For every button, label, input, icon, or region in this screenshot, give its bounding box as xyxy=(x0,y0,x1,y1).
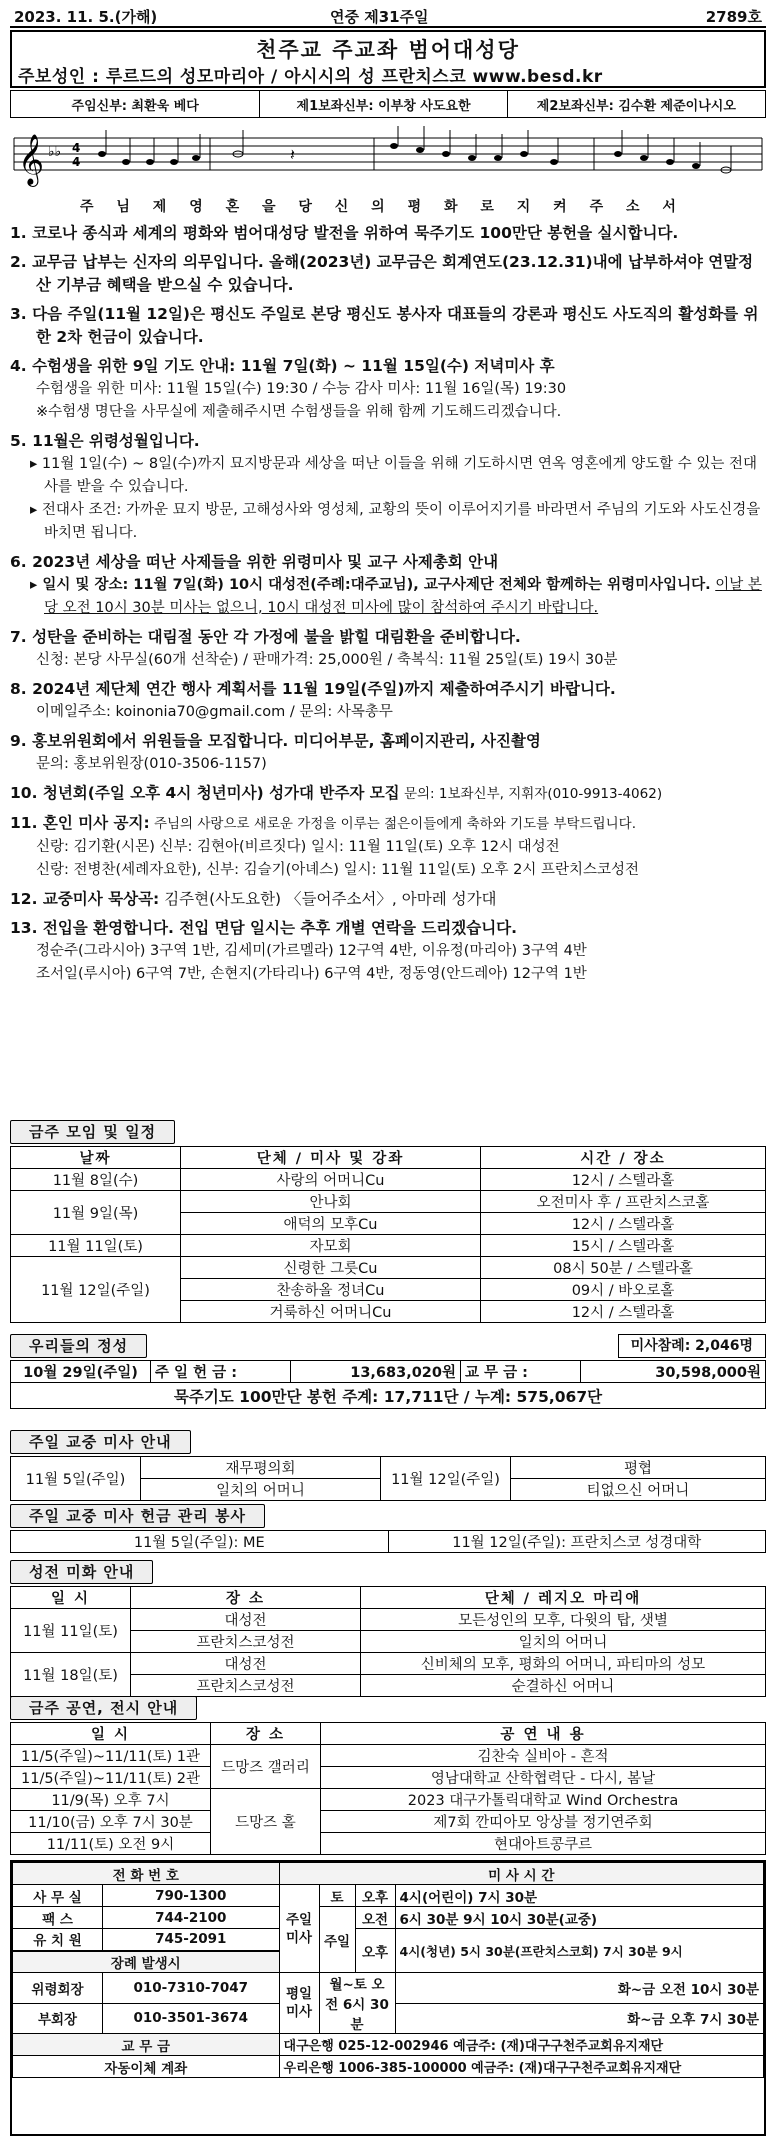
table-cell: 대성전 xyxy=(131,1609,361,1631)
table-cell: 시간 / 장소 xyxy=(481,1147,766,1169)
table-cell: 오후 xyxy=(355,1929,395,1973)
table xyxy=(10,1530,766,1553)
table-cell: 010-3501-3674 xyxy=(103,2003,280,2034)
table-cell: 주일 xyxy=(319,1907,355,1973)
table-row xyxy=(11,1789,766,1811)
table-row xyxy=(11,1147,766,1169)
table-cell: 일 시 xyxy=(11,1723,211,1745)
table-row xyxy=(13,1973,764,2004)
liturgical-sunday: 연중 제31주일 xyxy=(330,8,429,26)
table-cell: 자모회 xyxy=(181,1235,481,1257)
table-cell: 화~금 오전 10시 30분 xyxy=(395,1973,763,2004)
table-cell: 장 소 xyxy=(131,1587,361,1609)
hymn-lyrics: 주 님 제 영 혼 을 당 신 의 평 화 로 지 켜 주 소 서 xyxy=(80,199,685,215)
performance-section xyxy=(10,1696,766,1855)
weekly-table xyxy=(10,1146,766,1323)
table-cell: 6시 30분 9시 10시 30분(교중) xyxy=(395,1907,763,1929)
table-row xyxy=(11,1811,766,1833)
priests-row xyxy=(10,90,766,118)
weekly-schedule xyxy=(10,1120,766,1323)
table-row xyxy=(13,2056,764,2078)
table-row xyxy=(11,1191,766,1213)
table-cell: 일치의 어머니 xyxy=(141,1479,381,1501)
footer-box xyxy=(10,1860,766,2136)
table-cell: 744-2100 xyxy=(103,1907,280,1929)
table-row xyxy=(11,1723,766,1745)
table-row xyxy=(11,1361,766,1383)
table-cell: 4시(어린이) 7시 30분 xyxy=(395,1885,763,1907)
tithe-amount: 30,598,000원 xyxy=(581,1361,766,1383)
table-cell: 장 소 xyxy=(211,1723,321,1745)
mass-guide-section xyxy=(10,1430,766,1501)
table-cell: 주 일 헌 금 : xyxy=(151,1361,291,1383)
table-cell: 15시 / 스텔라홀 xyxy=(481,1235,766,1257)
notice-2: 2. 교무금 납부는 신자의 의무입니다. 올해(2023년) 교무금은 회계연도(23.12.31)내에 납부하셔야 연말정산 기부금 혜택을 받으실 수 있습니다. xyxy=(10,253,754,294)
cash-title: 주일 교중 미사 헌금 관리 봉사 xyxy=(10,1504,265,1528)
table-cell: 단체 / 레지오 마리애 xyxy=(361,1587,766,1609)
pastor: 주임신부: 최환욱 베다 xyxy=(11,91,260,117)
table-row xyxy=(13,1929,764,1951)
offering-title: 우리들의 정성 xyxy=(10,1334,147,1358)
second-assistant: 제2보좌신부: 김수환 제준이나시오 xyxy=(536,98,736,114)
table-row xyxy=(13,2034,764,2056)
table-cell: 공 연 내 용 xyxy=(321,1723,766,1745)
decor-title: 성전 미화 안내 xyxy=(10,1560,153,1584)
issue-number: 2789호 xyxy=(705,8,762,26)
table-cell: 4시(청년) 5시 30분(프란치스코회) 7시 30분 9시 xyxy=(395,1929,763,1973)
table-cell: 11월 5일(주일): ME xyxy=(11,1531,389,1553)
music-staff xyxy=(10,126,766,196)
table-cell: 순결하신 어머니 xyxy=(361,1675,766,1697)
table-cell: 드망즈 홀 xyxy=(211,1789,321,1855)
phone-title: 전 화 번 호 xyxy=(13,1863,280,1885)
table-row xyxy=(11,1457,766,1479)
bank-account-2: 우리은행 1006-385-100000 예금주: (재)대구구천주교회유지재단 xyxy=(279,2056,763,2078)
svg-text:𝄞: 𝄞 xyxy=(18,134,45,185)
table xyxy=(12,1862,764,2078)
table-row xyxy=(11,1609,766,1631)
notice-3: 3. 다음 주일(11월 12일)은 평신도 주일로 본당 평신도 봉사자 대표들의 강론과 평신도 사도직의 활성화를 위한 2차 헌금이 있습니다. xyxy=(10,305,759,346)
notes xyxy=(98,126,731,173)
table-cell: 11월 9일(목) xyxy=(11,1191,181,1235)
table-cell: 11/9(목) 오후 7시 xyxy=(11,1789,211,1811)
mass-guide-title: 주일 교중 미사 안내 xyxy=(10,1430,191,1454)
svg-text:♭♭: ♭♭ xyxy=(48,144,62,160)
first-assistant: 제1보좌신부: 이부창 사도요한 xyxy=(260,91,507,117)
table-cell: 오전미사 후 / 프란치스코홀 xyxy=(481,1191,766,1213)
table-cell: 팩 스 xyxy=(13,1907,103,1929)
mass-attendance: 미사참례: 2,046명 xyxy=(618,1334,766,1358)
funeral-title: 장례 발생시 xyxy=(13,1951,280,1973)
table-row xyxy=(11,1169,766,1191)
table-cell: 신령한 그릇Cu xyxy=(181,1257,481,1279)
table-cell: 안나회 xyxy=(181,1191,481,1213)
table-row xyxy=(11,1587,766,1609)
table-cell: 11/5(주일)~11/11(토) 1관 xyxy=(11,1745,211,1767)
table-cell: 일 시 xyxy=(11,1587,131,1609)
table-cell: 신비체의 모후, 평화의 어머니, 파티마의 성모 xyxy=(361,1653,766,1675)
table-row xyxy=(11,1833,766,1855)
patron-saints: 주보성인 : 루르드의 성모마리아 / 아시시의 성 프란치스코 www.besd.kr xyxy=(18,67,603,87)
table-cell: 790-1300 xyxy=(103,1885,280,1907)
notice-1: 1. 코로나 종식과 세계의 평화와 범어대성당 발전을 위하여 묵주기도 100만단 봉헌을 실시합니다. xyxy=(10,224,679,242)
table xyxy=(10,1360,766,1409)
table-cell: 2023 대구가톨릭대학교 Wind Orchestra xyxy=(321,1789,766,1811)
table-cell: 11/10(금) 오후 7시 30분 xyxy=(11,1811,211,1833)
table-cell: 단체 / 미사 및 강좌 xyxy=(181,1147,481,1169)
table-cell: 08시 50분 / 스텔라홀 xyxy=(481,1257,766,1279)
table-cell: 11월 11일(토) xyxy=(11,1609,131,1653)
notices-list xyxy=(10,222,766,992)
notice-12: 12. 교중미사 묵상곡: 김주현(사도요한) 〈들어주소서〉, 아마레 성가대 xyxy=(10,890,497,908)
table-row xyxy=(11,1383,766,1409)
table-cell: 거룩하신 어머니Cu xyxy=(181,1301,481,1323)
weekly-title: 금주 모임 및 일정 xyxy=(10,1120,175,1144)
table-cell: 11/11(토) 오전 9시 xyxy=(11,1833,211,1855)
bulletin-date: 2023. 11. 5.(가해) xyxy=(14,8,158,26)
offering-section xyxy=(10,1334,766,1409)
table-row xyxy=(13,1863,764,1885)
table xyxy=(10,1722,766,1855)
table-cell: 11월 12일(주일) xyxy=(381,1457,511,1501)
church-box xyxy=(10,30,766,88)
table-cell: 티없으신 어머니 xyxy=(511,1479,766,1501)
bank-account-1: 대구은행 025-12-002946 예금주: (재)대구구천주교회유지재단 xyxy=(279,2034,763,2056)
tithe-account-title: 교 무 금 xyxy=(13,2034,280,2056)
table-cell: 재무평의회 xyxy=(141,1457,381,1479)
header-bar xyxy=(10,4,766,28)
table-cell: 평일 미사 xyxy=(279,1973,319,2034)
table-cell: 화~금 오후 7시 30분 xyxy=(395,2003,763,2034)
sunday-amount: 13,683,020원 xyxy=(291,1361,461,1383)
notice-4: 4. 수험생을 위한 9일 기도 안내: 11월 7일(화) ~ 11월 15일(수) 저녁미사 후 수험생을 위한 미사: 11월 15일(수) 19:30 / 수능 감사 미사: 11월 16일(목) 19:30 ※수험생 명단을 사무실에 제출해주시면 수험생들을 위해 함께 기도해드리겠습니다. xyxy=(10,357,567,420)
table-cell: 애덕의 모후Cu xyxy=(181,1213,481,1235)
table-cell: 12시 / 스텔라홀 xyxy=(481,1169,766,1191)
table-cell: 11/5(주일)~11/11(토) 2관 xyxy=(11,1767,211,1789)
table-cell: 745-2091 xyxy=(103,1929,280,1951)
table-cell: 11월 8일(수) xyxy=(11,1169,181,1191)
svg-text:𝄽: 𝄽 xyxy=(290,145,295,164)
table-cell: 프란치스코성전 xyxy=(131,1675,361,1697)
notice-6: 6. 2023년 세상을 떠난 사제들을 위한 위령미사 및 교구 사제총회 안내 ▸ 일시 및 장소: 11월 7일(화) 10시 대성전(주례:대주교님), 교구사제단 전체와 함께하는 위령미사입니다. 이날 본당 오전 10시 30분 미사는 없으니, 10시 대성전 미사에 많이 참석하여 주시기 바랍니다. xyxy=(10,553,762,616)
table-cell: 11월 12일(주일): 프란치스코 성경대학 xyxy=(388,1531,766,1553)
table-cell: 평협 xyxy=(511,1457,766,1479)
performance-title: 금주 공연, 전시 안내 xyxy=(10,1696,197,1720)
notice-7: 7. 성탄을 준비하는 대림절 동안 각 가정에 불을 밝힐 대림환을 준비합니다. 신청: 본당 사무실(60개 선착순) / 판매가격: 25,000원 / 축복식: 11월 25일(토) 19시 30분 xyxy=(10,628,618,668)
mass-time-title: 미 사 시 간 xyxy=(279,1863,763,1885)
offering-date: 10월 29일(주일) xyxy=(11,1361,151,1383)
table-cell: 010-7310-7047 xyxy=(103,1973,280,2004)
table-cell: 오후 xyxy=(355,1885,395,1907)
table-cell: 사랑의 어머니Cu xyxy=(181,1169,481,1191)
table-cell: 현대아트콩쿠르 xyxy=(321,1833,766,1855)
table-cell: 일치의 어머니 xyxy=(361,1631,766,1653)
table-cell: 11월 5일(주일) xyxy=(11,1457,141,1501)
table xyxy=(10,1456,766,1501)
church-name: 천주교 주교좌 범어대성당 xyxy=(256,38,520,62)
table-row xyxy=(11,1745,766,1767)
table-row xyxy=(11,1531,766,1553)
table-cell: 11월 12일(주일) xyxy=(11,1257,181,1323)
table-cell: 대성전 xyxy=(131,1653,361,1675)
table-cell: 유 치 원 xyxy=(13,1929,103,1951)
table-cell: 모든성인의 모후, 다윗의 탑, 샛별 xyxy=(361,1609,766,1631)
table-cell: 자동이체 계좌 xyxy=(13,2056,280,2078)
notice-10: 10. 청년회(주일 오후 4시 청년미사) 성가대 반주자 모집 문의: 1보좌신부, 지휘자(010-9913-4062) xyxy=(10,784,663,802)
table-cell: 부회장 xyxy=(13,2003,103,2034)
table-cell: 제7회 깐띠아모 앙상블 정기연주회 xyxy=(321,1811,766,1833)
svg-text:4: 4 xyxy=(72,155,81,169)
table-cell: 날짜 xyxy=(11,1147,181,1169)
table-cell: 11월 18일(토) xyxy=(11,1653,131,1697)
table-row xyxy=(13,1907,764,1929)
table-row xyxy=(11,1257,766,1279)
table xyxy=(10,1586,766,1697)
notice-5: 5. 11월은 위령성월입니다. ▸ 11월 1일(수) ~ 8일(수)까지 묘지방문과 세상을 떠난 이들을 위해 기도하시면 연옥 영혼에게 양도할 수 있는 전대사를 받을 수 있습니다. ▸ 전대사 조건: 가까운 묘지 방문, 고해성사와 영성체, 교황의 뜻이 이루어지기를 바라면서 주님의 기도와 사도신경을 바치면 됩니다. xyxy=(10,432,761,541)
svg-text:4: 4 xyxy=(72,141,81,155)
table-cell: 토 xyxy=(319,1885,355,1907)
table-cell: 오전 xyxy=(355,1907,395,1929)
table-cell: 주일 미사 xyxy=(279,1885,319,1973)
table-cell: 교 무 금 : xyxy=(461,1361,581,1383)
table-cell: 11월 11일(토) xyxy=(11,1235,181,1257)
table-row xyxy=(11,1653,766,1675)
table-cell: 드망즈 갤러리 xyxy=(211,1745,321,1789)
table-cell: 사 무 실 xyxy=(13,1885,103,1907)
rosary-total: 묵주기도 100만단 봉헌 주계: 17,711단 / 누계: 575,067단 xyxy=(11,1383,766,1409)
cash-section xyxy=(10,1504,766,1553)
table-cell: 김찬숙 실비아 - 흔적 xyxy=(321,1745,766,1767)
decor-section xyxy=(10,1560,766,1697)
table-cell: 09시 / 바오로홀 xyxy=(481,1279,766,1301)
table-cell: 프란치스코성전 xyxy=(131,1631,361,1653)
table-row xyxy=(13,1885,764,1907)
table-cell: 월~토 오전 6시 30분 xyxy=(319,1973,395,2034)
table-cell: 찬송하올 정녀Cu xyxy=(181,1279,481,1301)
notice-9: 9. 홍보위원회에서 위원들을 모집합니다. 미디어부문, 홈페이지관리, 사진촬영 문의: 홍보위원장(010-3506-1157) xyxy=(10,732,541,772)
table-cell: 12시 / 스텔라홀 xyxy=(481,1213,766,1235)
table-cell: 12시 / 스텔라홀 xyxy=(481,1301,766,1323)
table-row xyxy=(11,1767,766,1789)
notice-8: 8. 2024년 제단체 연간 행사 계획서를 11월 19일(주일)까지 제출하여주시기 바랍니다. 이메일주소: koinonia70@gmail.com / 문의: 사목총무 xyxy=(10,680,616,720)
table-cell: 위령회장 xyxy=(13,1973,103,2004)
notice-11: 11. 혼인 미사 공지: 주님의 사랑으로 새로운 가정을 이루는 젊은이들에게 축하와 기도를 부탁드립니다. 신랑: 김기환(시몬) 신부: 김현아(비르짓다) 일시: 11월 11일(토) 오후 12시 대성전 신랑: 전병찬(세례자요한), 신부: 김슬기(아녜스) 일시: 11월 11일(토) 오후 2시 프란치스코성전 xyxy=(10,814,640,878)
notice-13: 13. 전입을 환영합니다. 전입 면담 일시는 추후 개별 연락을 드리겠습니다. 정순주(그라시아) 3구역 1반, 김세미(가르멜라) 12구역 4반, 이유정(마리아) 3구역 4반 조서일(루시아) 6구역 7반, 손현지(가타리나) 6구역 4반, 정동영(안드레아) 12구역 1반 xyxy=(10,919,587,982)
table-row xyxy=(11,1235,766,1257)
table-cell: 영남대학교 산학협력단 - 다시, 봄날 xyxy=(321,1767,766,1789)
